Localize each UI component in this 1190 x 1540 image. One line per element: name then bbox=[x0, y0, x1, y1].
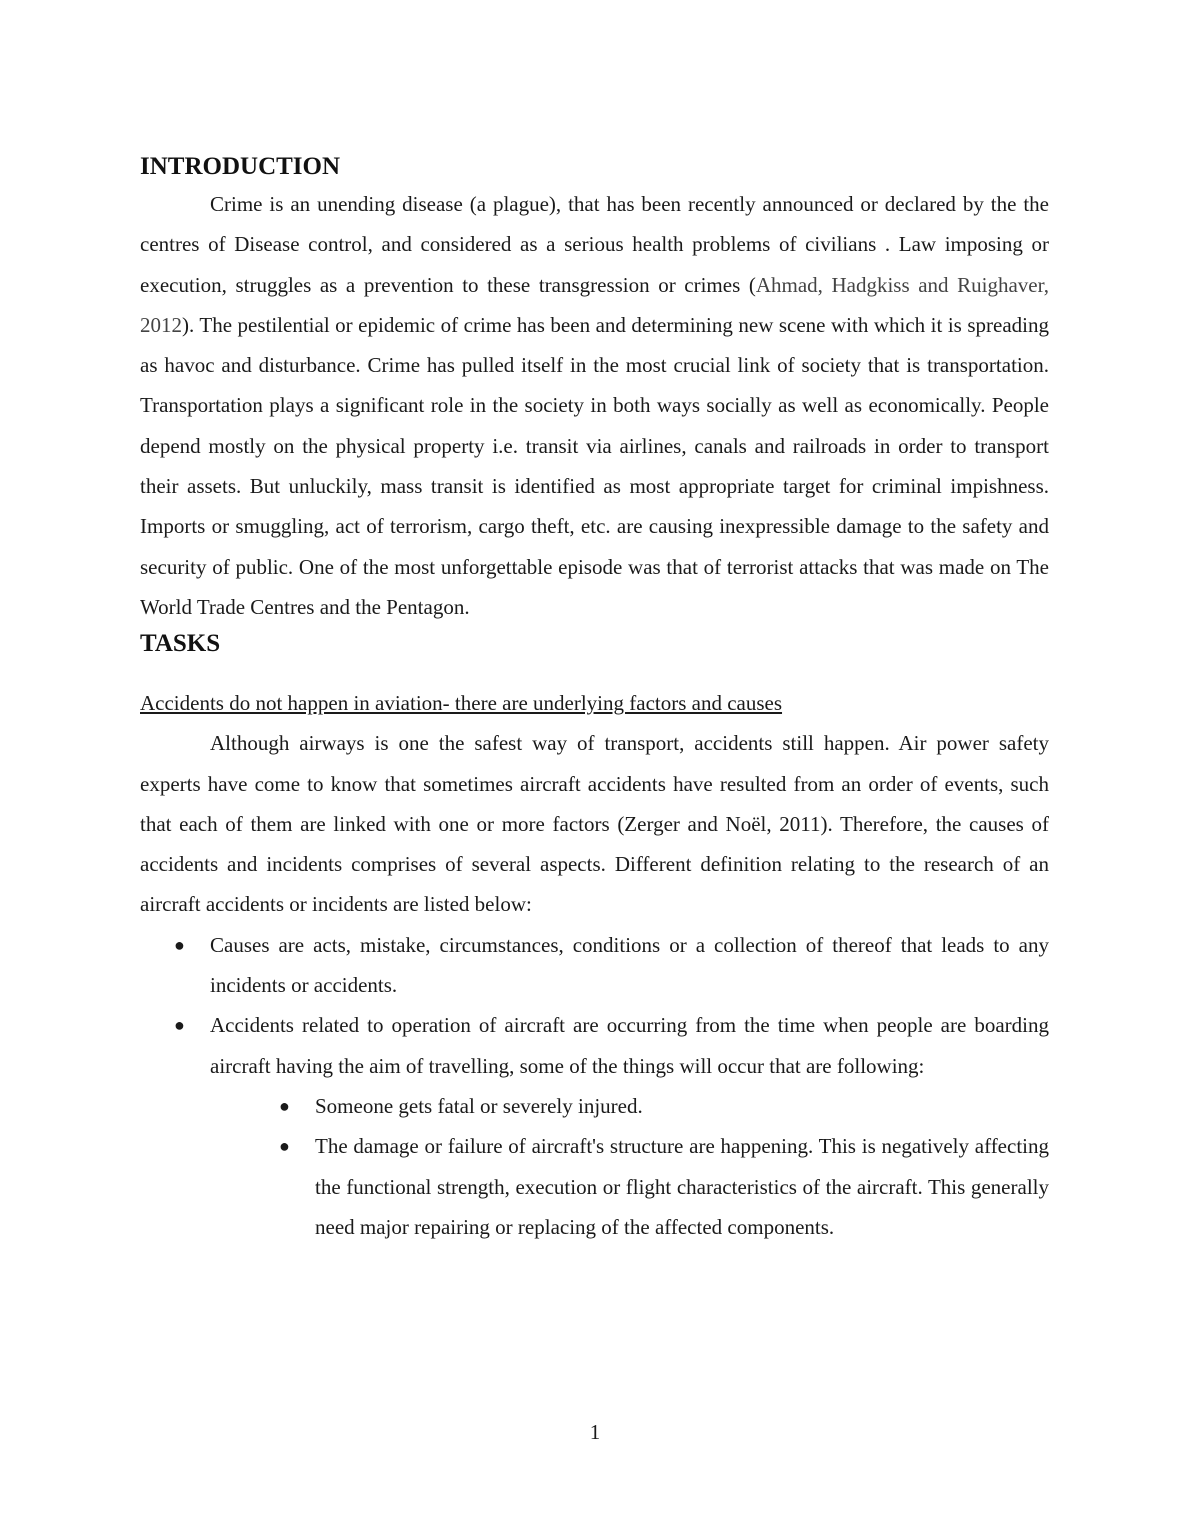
citation: Ahmad, Hadgkiss and Ruighaver, 2012 bbox=[140, 272, 1049, 337]
introduction-paragraph bbox=[140, 184, 1049, 627]
bullet-icon: ● bbox=[279, 1136, 290, 1157]
sub-list-item bbox=[140, 1126, 1049, 1247]
tasks-subheading: Accidents do not happen in aviation- there are underlying factors and causes bbox=[140, 691, 783, 716]
tasks-heading: TASKS bbox=[140, 630, 221, 658]
sub-list-item bbox=[140, 1086, 1049, 1126]
bullet-list bbox=[140, 925, 1049, 1086]
bullet-icon: ● bbox=[174, 1015, 185, 1036]
tasks-paragraph: Although airways is one the safest way of transport, accidents still happen. Air power safety experts have come to know that sometimes aircraft accidents have resulted from an order of events, such that each of them are linked with one or more factors (Zerger and Noël, 2011). Therefore, the causes of accidents and incidents comprises of several aspects. Different definition relating to the research of an aircraft accidents or incidents are listed below: bbox=[140, 731, 1049, 917]
sub-bullet-list bbox=[140, 1086, 1049, 1247]
list-item-text: Causes are acts, mistake, circumstances, conditions or a collection of thereof that leads to any incidents or accidents. bbox=[210, 932, 1049, 998]
list-item bbox=[140, 925, 1049, 1006]
bullet-icon: ● bbox=[174, 934, 185, 955]
list-item-text: Accidents related to operation of aircraft are occurring from the time when people are boarding aircraft having the aim of travelling, some of the things will occur that are following: bbox=[210, 1013, 1049, 1078]
list-item bbox=[140, 1005, 1049, 1086]
introduction-text-end: ). The pestilential or epidemic of crime has been and determining new scene with which it is spreading as havoc and disturbance. Crime has pulled itself in the most crucial link of society that is transportation. Transportation plays a significant role in the society in both ways socially as well as economically. People depend mostly on the physical property i.e. transit via airlines, canals and railroads in order to transport their assets. But unluckily, mass transit is identified as most appropriate target for criminal impishness. Imports or smuggling, act of terrorism, cargo theft, etc. are causing inexpressible damage to the safety and security of public. One of the most unforgettable episode was that of terrorist attacks that was made on The World Trade Centres and the Pentagon. bbox=[140, 312, 1049, 619]
introduction-text-start: Crime is an unending disease (a plague), that has been recently announced or declared by the the centres of Disease control, and considered as a serious health problems of civilians . Law imposing or execution, struggles as a prevention to these transgression or crimes ( bbox=[140, 192, 1049, 297]
page-number: 1 bbox=[589, 1420, 601, 1444]
bullet-icon: ● bbox=[279, 1095, 290, 1116]
sub-list-item-text: The damage or failure of aircraft's structure are happening. This is negatively affecting the functional strength, execution or flight characteristics of the aircraft. This generally need major repairing or replacing of the affected components. bbox=[315, 1134, 1049, 1239]
document-page bbox=[140, 150, 1049, 1247]
sub-list-item-text: Someone gets fatal or severely injured. bbox=[315, 1093, 643, 1118]
introduction-heading: INTRODUCTION bbox=[140, 153, 341, 180]
